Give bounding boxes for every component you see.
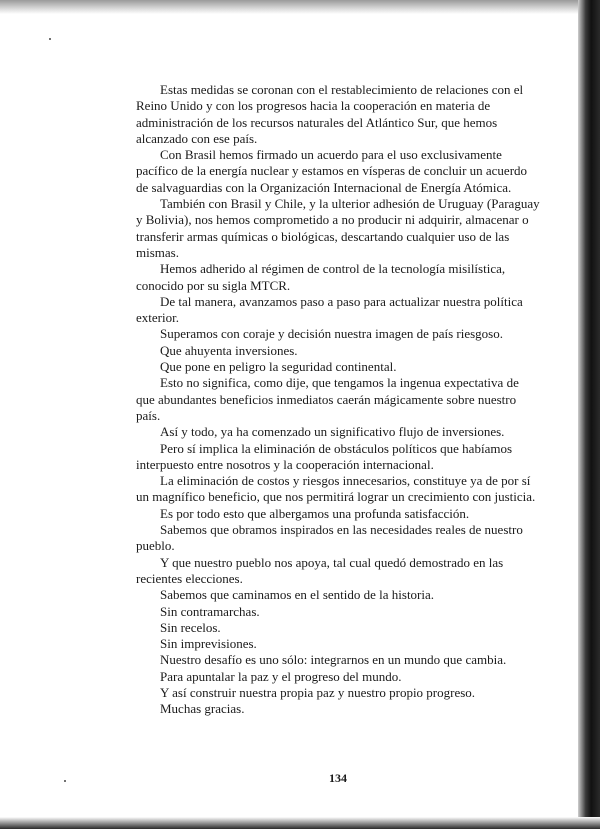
paragraph: Superamos con coraje y decisión nuestra imagen de país riesgoso. [160,326,503,342]
paragraph: Con Brasil hemos firmado un acuerdo para el uso exclusivamente pacífico de la energía nuclear y estamos en vísperas de concluir un acuerdo de salvaguardias con la Organización Internacional de Energía Atómica. [136,147,528,195]
paragraph: La eliminación de costos y riesgos innecesarios, constituye ya de por sí un magnífico beneficio, que nos permitirá lograr un crecimiento con justicia. [136,473,536,505]
paragraph: Sin imprevisiones. [160,636,257,652]
paragraph: Sin recelos. [160,619,221,635]
paragraph: Estas medidas se coronan con el restablecimiento de relaciones con el Reino Unido y con los progresos hacia la cooperación en materia de administración de los recursos naturales del Atlántico Sur, que hemos alcanzado con ese país. [136,82,524,146]
scan-speck [49,38,51,40]
paragraph: También con Brasil y Chile, y la ulterior adhesión de Uruguay (Paraguay y Bolivia), nos hemos comprometido a no producir ni adquirir, almacenar o transferir armas químicas o biológicas, descartando cualquier uso de las mismas. [136,196,540,260]
paragraph: Pero sí implica la eliminación de obstáculos políticos que habíamos interpuesto entre nosotros y la cooperación internacional. [136,440,513,472]
paragraph: Nuestro desafío es uno sólo: integrarnos en un mundo que cambia. [160,652,507,668]
paragraph: Así y todo, ya ha comenzado un significativo flujo de inversiones. [160,424,505,440]
paragraph: Sabemos que caminamos en el sentido de la historia. [160,587,435,603]
paragraph: Que pone en peligro la seguridad continental. [160,359,397,375]
paragraph: Para apuntalar la paz y el progreso del mundo. [160,668,402,684]
paragraph: Muchas gracias. [160,701,245,717]
document-body [136,82,540,718]
paragraph: Sin contramarchas. [160,603,260,619]
scan-shadow-top [0,0,600,14]
paragraph: Y que nuestro pueblo nos apoya, tal cual quedó demostrado en las recientes elecciones. [136,554,504,586]
paragraph: De tal manera, avanzamos paso a paso para actualizar nuestra política exterior. [136,293,523,326]
paragraph: Hemos adherido al régimen de control de la tecnología misilística, conocido por su sigla MTCR. [136,261,506,293]
page-number: 134 [329,771,347,785]
paragraph: Y así construir nuestra propia paz y nuestro propio progreso. [160,684,476,700]
paragraph: Es por todo esto que albergamos una profunda satisfacción. [160,505,470,521]
scan-shadow-bottom [0,817,600,829]
paragraph: Sabemos que obramos inspirados en las necesidades reales de nuestro pueblo. [136,522,523,554]
scan-shadow-right [578,0,600,829]
paragraph: Esto no significa, como dije, que tengamos la ingenua expectativa de que abundantes beneficios inmediatos caerán mágicamente sobre nuestro país. [136,375,519,423]
paragraph: Que ahuyenta inversiones. [160,342,298,358]
